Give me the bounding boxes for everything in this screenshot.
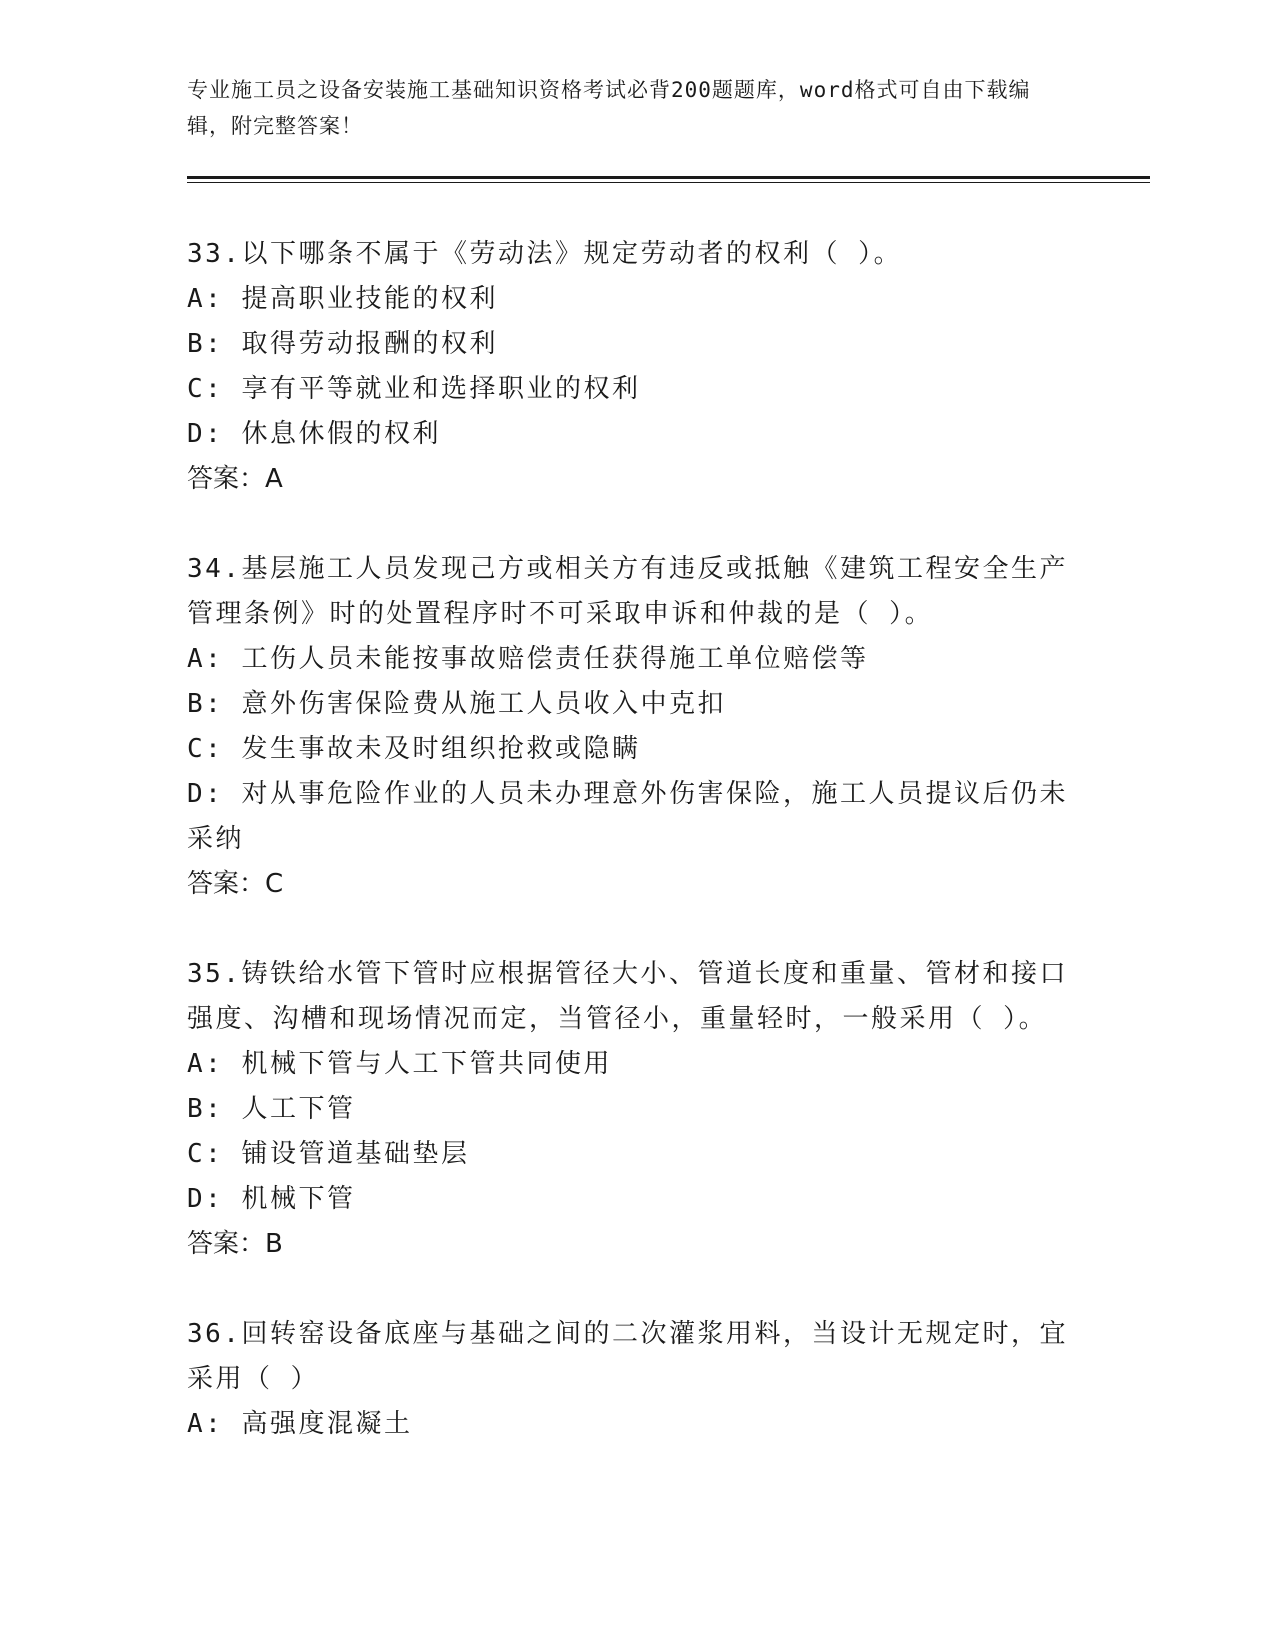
answer: 答案：C bbox=[187, 869, 284, 899]
option-b: B: 意外伤害保险费从施工人员收入中克扣 bbox=[187, 689, 726, 719]
answer: 答案：B bbox=[187, 1229, 283, 1259]
header-divider-thin bbox=[187, 182, 1150, 183]
question-34 bbox=[187, 547, 1082, 907]
question-stem: 36.回转窑设备底座与基础之间的二次灌浆用料，当设计无规定时，宜采用（ ） bbox=[187, 1319, 1068, 1394]
option-b: B: 人工下管 bbox=[187, 1094, 356, 1124]
option-d: D: 对从事危险作业的人员未办理意外伤害保险，施工人员提议后仍未采纳 bbox=[187, 779, 1068, 854]
question-list bbox=[187, 232, 1082, 1492]
option-a: A: 工伤人员未能按事故赔偿责任获得施工单位赔偿等 bbox=[187, 644, 869, 674]
option-c: C: 享有平等就业和选择职业的权利 bbox=[187, 374, 641, 404]
option-c: C: 铺设管道基础垫层 bbox=[187, 1139, 470, 1169]
question-stem: 33.以下哪条不属于《劳动法》规定劳动者的权利（ ）。 bbox=[187, 239, 903, 269]
question-36 bbox=[187, 1312, 1082, 1447]
option-d: D: 休息休假的权利 bbox=[187, 419, 441, 449]
question-stem: 35.铸铁给水管下管时应根据管径大小、管道长度和重量、管材和接口强度、沟槽和现场情况而定，当管径小，重量轻时，一般采用（ ）。 bbox=[187, 959, 1068, 1034]
question-stem: 34.基层施工人员发现己方或相关方有违反或抵触《建筑工程安全生产管理条例》时的处置程序时不可采取申诉和仲裁的是（ ）。 bbox=[187, 554, 1068, 629]
option-a: A: 高强度混凝土 bbox=[187, 1409, 413, 1439]
option-b: B: 取得劳动报酬的权利 bbox=[187, 329, 498, 359]
header-divider-thick bbox=[187, 176, 1150, 179]
question-33 bbox=[187, 232, 1082, 502]
option-d: D: 机械下管 bbox=[187, 1184, 356, 1214]
option-a: A: 提高职业技能的权利 bbox=[187, 284, 498, 314]
document-header: 专业施工员之设备安装施工基础知识资格考试必背200题题库，word格式可自由下载编辑，附完整答案！ bbox=[187, 78, 1031, 138]
option-a: A: 机械下管与人工下管共同使用 bbox=[187, 1049, 612, 1079]
answer: 答案：A bbox=[187, 464, 283, 494]
option-c: C: 发生事故未及时组织抢救或隐瞒 bbox=[187, 734, 641, 764]
question-35 bbox=[187, 952, 1082, 1267]
